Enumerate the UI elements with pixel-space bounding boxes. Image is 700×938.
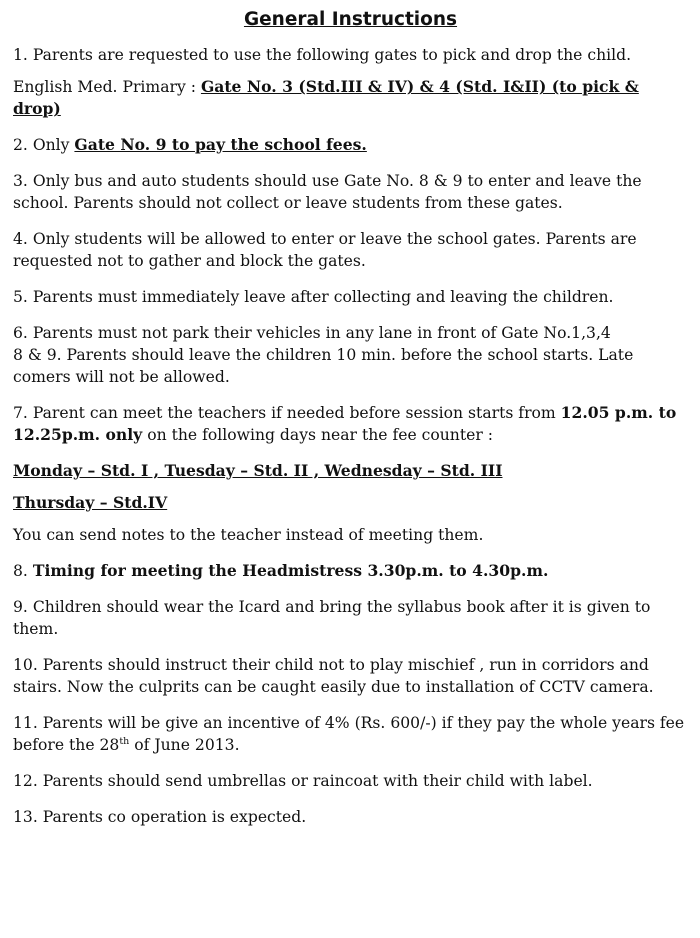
meeting-days-2 <box>13 492 688 514</box>
instruction-8-timing: Timing for meeting the Headmistress 3.30p.m. to 4.30p.m. <box>32 561 549 580</box>
instruction-7-time: 12.05 p.m. to 12.25p.m. only <box>13 403 677 444</box>
instruction-4: 4. Only students will be allowed to enter or leave the school gates. Parents are requested not to gather and block the gates. <box>13 230 637 270</box>
gate-assignment-value: Gate No. 3 (Std.III & IV) & 4 (Std. I&II) (to pick & drop) <box>13 77 639 118</box>
gate-assignment-label: English Med. Primary : <box>13 78 201 96</box>
instruction-2 <box>13 134 688 156</box>
notes-line: You can send notes to the teacher instead of meeting them. <box>13 526 484 544</box>
instruction-2-emphasis: Gate No. 9 to pay the school fees. <box>74 135 367 154</box>
instruction-13: 13. Parents co operation is expected. <box>13 808 307 826</box>
instruction-7 <box>13 402 688 446</box>
instruction-3: 3. Only bus and auto students should use Gate No. 8 & 9 to enter and leave the school. Parents should not collect or leave students from these gates. <box>13 172 642 212</box>
instruction-11 <box>13 712 688 756</box>
instruction-9: 9. Children should wear the Icard and bring the syllabus book after it is given to them. <box>13 598 651 638</box>
ordinal-suffix: th <box>119 735 130 747</box>
instruction-7-suffix: on the following days near the fee counter : <box>142 426 494 444</box>
meeting-days-2-text: Thursday – Std.IV <box>13 493 168 512</box>
instruction-6-rest: 8 & 9. Parents should leave the children 10 min. before the school starts. Late comers will not be allowed. <box>13 346 634 386</box>
instruction-6-line1: 6. Parents must not park their vehicles in any lane in front of Gate No.1,3,4 <box>13 324 611 342</box>
instruction-6 <box>13 322 688 388</box>
instruction-11-suffix: of June 2013. <box>129 736 240 754</box>
meeting-days-1-text: Monday – Std. I , Tuesday – Std. II , Wednesday – Std. III <box>13 461 503 480</box>
instruction-8-prefix: 8. <box>13 562 33 580</box>
instruction-10: 10. Parents should instruct their child not to play mischief , run in corridors and stairs. Now the culprits can be caught easily due to installation of CCTV camera. <box>13 656 654 696</box>
instruction-11-prefix: 11. Parents will be give an incentive of 4% (Rs. 600/-) if they pay the whole years fee before the 28 <box>13 714 685 754</box>
instruction-1: 1. Parents are requested to use the following gates to pick and drop the child. <box>13 46 632 64</box>
instruction-12: 12. Parents should send umbrellas or raincoat with their child with label. <box>13 772 593 790</box>
gate-assignment <box>13 76 688 120</box>
page-title: General Instructions <box>243 9 458 30</box>
meeting-days-1 <box>13 460 688 482</box>
instruction-2-prefix: 2. Only <box>13 136 75 154</box>
instruction-7-prefix: 7. Parent can meet the teachers if needed before session starts from <box>13 404 561 422</box>
instruction-8 <box>13 560 688 582</box>
instruction-5: 5. Parents must immediately leave after collecting and leaving the children. <box>13 288 614 306</box>
